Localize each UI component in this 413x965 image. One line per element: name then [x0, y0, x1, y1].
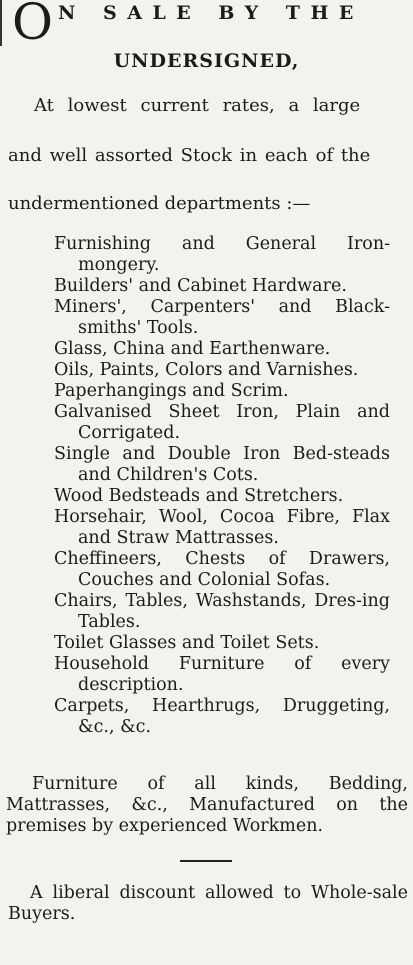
department-list [0, 234, 413, 738]
list-item: Single and Double Iron Bed-steads and Children's Cots. [54, 444, 390, 485]
list-item: Carpets, Hearthrugs, Druggeting, &c., &c. [54, 696, 390, 737]
intro-line-1: At lowest current rates, a large [34, 95, 361, 116]
heading-line-1: N SALE BY THE [58, 2, 364, 24]
divider-rule [180, 860, 232, 862]
list-item: Galvanised Sheet Iron, Plain and Corrigated. [54, 402, 390, 443]
list-item: Cheffineers, Chests of Drawers, Couches and Colonial Sofas. [54, 549, 390, 590]
closing-paragraph: Furniture of all kinds, Bedding, Mattrasses, &c., Manufactured on the premises by experienced Workmen. [6, 774, 408, 836]
list-item: Horsehair, Wool, Cocoa Fibre, Flax and Straw Mattrasses. [54, 507, 390, 548]
list-item: Wood Bedsteads and Stretchers. [54, 486, 344, 506]
list-item: Toilet Glasses and Toilet Sets. [54, 633, 320, 653]
heading-line-2: UNDERSIGNED, [113, 50, 300, 72]
list-item: Chairs, Tables, Washstands, Dres-ing Tables. [54, 591, 390, 632]
list-item: Glass, China and Earthenware. [54, 339, 331, 359]
list-item: Miners', Carpenters' and Black-smiths' Tools. [54, 297, 390, 338]
drop-cap: O [12, 0, 53, 51]
discount-paragraph: A liberal discount allowed to Whole-sale Buyers. [8, 883, 408, 924]
list-item: Builders' and Cabinet Hardware. [54, 276, 347, 296]
intro-line-2: and well assorted Stock in each of the [8, 145, 371, 166]
left-border-rule [0, 0, 2, 46]
list-item: Furnishing and General Iron-mongery. [54, 234, 390, 275]
list-item: Household Furniture of every description. [54, 654, 390, 695]
intro-line-3: undermentioned departments :— [8, 193, 311, 214]
list-item: Oils, Paints, Colors and Varnishes. [54, 360, 359, 380]
list-item: Paperhangings and Scrim. [54, 381, 289, 401]
